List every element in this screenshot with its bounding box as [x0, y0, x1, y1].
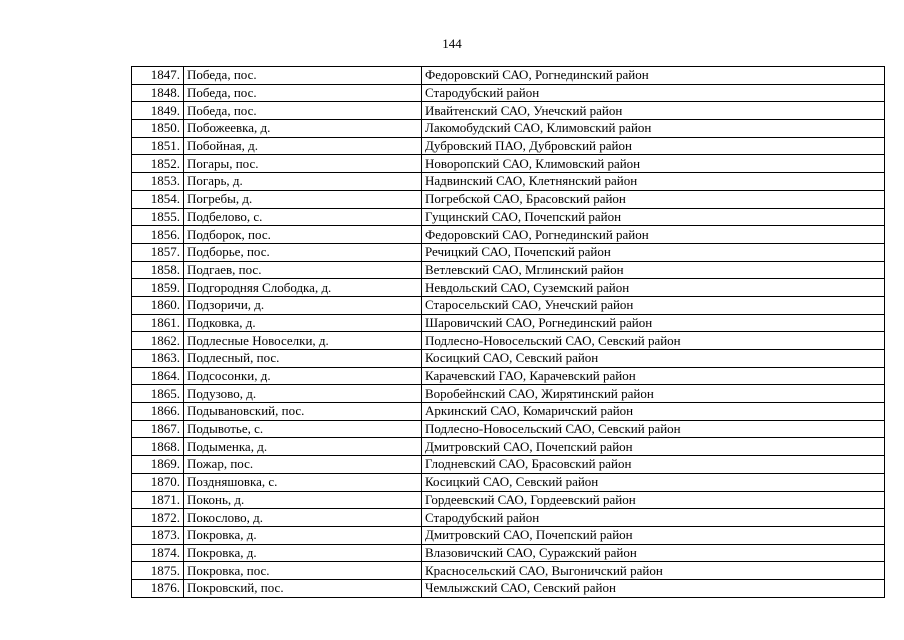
row-number-cell: 1855. [132, 208, 184, 226]
administrative-area-cell: Косицкий САО, Севский район [422, 473, 885, 491]
table-row [132, 314, 885, 332]
administrative-area-cell: Невдольский САО, Суземский район [422, 279, 885, 297]
table-row [132, 544, 885, 562]
administrative-area-cell: Федоровский САО, Рогнединский район [422, 226, 885, 244]
row-number-cell: 1862. [132, 332, 184, 350]
administrative-area-cell: Ивайтенский САО, Унечский район [422, 102, 885, 120]
administrative-area-cell: Стародубский район [422, 84, 885, 102]
settlement-name-cell: Погребы, д. [184, 190, 422, 208]
settlement-name-cell: Поздняшовка, с. [184, 473, 422, 491]
settlement-name-cell: Подборье, пос. [184, 243, 422, 261]
table-row [132, 226, 885, 244]
settlement-name-cell: Подбелово, с. [184, 208, 422, 226]
table-row [132, 562, 885, 580]
administrative-area-cell: Федоровский САО, Рогнединский район [422, 67, 885, 85]
administrative-area-cell: Речицкий САО, Почепский район [422, 243, 885, 261]
row-number-cell: 1864. [132, 367, 184, 385]
table-row [132, 190, 885, 208]
settlement-name-cell: Погары, пос. [184, 155, 422, 173]
administrative-area-cell: Подлесно-Новосельский САО, Севский район [422, 332, 885, 350]
row-number-cell: 1869. [132, 456, 184, 474]
table-row [132, 208, 885, 226]
row-number-cell: 1850. [132, 120, 184, 138]
settlement-name-cell: Подзоричи, д. [184, 296, 422, 314]
table-row [132, 420, 885, 438]
administrative-area-cell: Дубровский ПАО, Дубровский район [422, 137, 885, 155]
table-row [132, 332, 885, 350]
settlement-name-cell: Подковка, д. [184, 314, 422, 332]
table-row [132, 243, 885, 261]
page-number: 144 [442, 36, 462, 51]
administrative-area-cell: Шаровичский САО, Рогнединский район [422, 314, 885, 332]
row-number-cell: 1856. [132, 226, 184, 244]
row-number-cell: 1866. [132, 403, 184, 421]
row-number-cell: 1852. [132, 155, 184, 173]
table-body [132, 67, 885, 598]
row-number-cell: 1859. [132, 279, 184, 297]
table-row [132, 438, 885, 456]
settlement-name-cell: Поконь, д. [184, 491, 422, 509]
administrative-area-cell: Красносельский САО, Выгоничский район [422, 562, 885, 580]
row-number-cell: 1851. [132, 137, 184, 155]
table-row [132, 579, 885, 597]
settlement-name-cell: Подборок, пос. [184, 226, 422, 244]
row-number-cell: 1858. [132, 261, 184, 279]
settlement-name-cell: Подлесный, пос. [184, 350, 422, 368]
table-row [132, 473, 885, 491]
administrative-area-cell: Воробейнский САО, Жирятинский район [422, 385, 885, 403]
administrative-area-cell: Надвинский САО, Клетнянский район [422, 173, 885, 191]
row-number-cell: 1861. [132, 314, 184, 332]
settlement-name-cell: Побойная, д. [184, 137, 422, 155]
settlement-name-cell: Победа, пос. [184, 67, 422, 85]
settlement-name-cell: Побожеевка, д. [184, 120, 422, 138]
administrative-area-cell: Новоропский САО, Климовский район [422, 155, 885, 173]
row-number-cell: 1874. [132, 544, 184, 562]
table-row [132, 173, 885, 191]
administrative-area-cell: Аркинский САО, Комаричский район [422, 403, 885, 421]
row-number-cell: 1867. [132, 420, 184, 438]
table-row [132, 137, 885, 155]
table-row [132, 67, 885, 85]
table-row [132, 509, 885, 527]
table-row [132, 385, 885, 403]
administrative-area-cell: Погребской САО, Брасовский район [422, 190, 885, 208]
administrative-area-cell: Стародубский район [422, 509, 885, 527]
settlement-name-cell: Подгородняя Слободка, д. [184, 279, 422, 297]
settlement-name-cell: Подлесные Новоселки, д. [184, 332, 422, 350]
table-row [132, 84, 885, 102]
row-number-cell: 1871. [132, 491, 184, 509]
table-row [132, 456, 885, 474]
row-number-cell: 1849. [132, 102, 184, 120]
administrative-area-cell: Чемлыжский САО, Севский район [422, 579, 885, 597]
administrative-area-cell: Гордеевский САО, Гордеевский район [422, 491, 885, 509]
settlements-table [131, 66, 885, 598]
row-number-cell: 1848. [132, 84, 184, 102]
table-row [132, 296, 885, 314]
table-row [132, 367, 885, 385]
administrative-area-cell: Влазовичский САО, Суражский район [422, 544, 885, 562]
row-number-cell: 1847. [132, 67, 184, 85]
settlement-name-cell: Пожар, пос. [184, 456, 422, 474]
row-number-cell: 1872. [132, 509, 184, 527]
row-number-cell: 1873. [132, 526, 184, 544]
row-number-cell: 1857. [132, 243, 184, 261]
administrative-area-cell: Дмитровский САО, Почепский район [422, 526, 885, 544]
row-number-cell: 1875. [132, 562, 184, 580]
administrative-area-cell: Ветлевский САО, Мглинский район [422, 261, 885, 279]
administrative-area-cell: Глодневский САО, Брасовский район [422, 456, 885, 474]
administrative-area-cell: Гущинский САО, Почепский район [422, 208, 885, 226]
table-row [132, 155, 885, 173]
row-number-cell: 1853. [132, 173, 184, 191]
row-number-cell: 1865. [132, 385, 184, 403]
administrative-area-cell: Косицкий САО, Севский район [422, 350, 885, 368]
table-row [132, 102, 885, 120]
row-number-cell: 1868. [132, 438, 184, 456]
table-row [132, 261, 885, 279]
administrative-area-cell: Дмитровский САО, Почепский район [422, 438, 885, 456]
settlement-name-cell: Победа, пос. [184, 84, 422, 102]
administrative-area-cell: Старосельский САО, Унечский район [422, 296, 885, 314]
settlement-name-cell: Подывановский, пос. [184, 403, 422, 421]
settlement-name-cell: Покослово, д. [184, 509, 422, 527]
settlement-name-cell: Покровка, пос. [184, 562, 422, 580]
table-row [132, 120, 885, 138]
settlement-name-cell: Победа, пос. [184, 102, 422, 120]
settlement-name-cell: Покровский, пос. [184, 579, 422, 597]
row-number-cell: 1854. [132, 190, 184, 208]
table-row [132, 491, 885, 509]
settlement-name-cell: Покровка, д. [184, 544, 422, 562]
row-number-cell: 1860. [132, 296, 184, 314]
table-row [132, 526, 885, 544]
settlement-name-cell: Подгаев, пос. [184, 261, 422, 279]
administrative-area-cell: Лакомобудский САО, Климовский район [422, 120, 885, 138]
table-row [132, 403, 885, 421]
settlement-name-cell: Подсосонки, д. [184, 367, 422, 385]
settlement-name-cell: Покровка, д. [184, 526, 422, 544]
row-number-cell: 1863. [132, 350, 184, 368]
settlement-name-cell: Подывотье, с. [184, 420, 422, 438]
settlement-name-cell: Подыменка, д. [184, 438, 422, 456]
table-row [132, 350, 885, 368]
table-row [132, 279, 885, 297]
row-number-cell: 1870. [132, 473, 184, 491]
administrative-area-cell: Подлесно-Новосельский САО, Севский район [422, 420, 885, 438]
settlement-name-cell: Погарь, д. [184, 173, 422, 191]
administrative-area-cell: Карачевский ГАО, Карачевский район [422, 367, 885, 385]
settlement-name-cell: Подузово, д. [184, 385, 422, 403]
row-number-cell: 1876. [132, 579, 184, 597]
